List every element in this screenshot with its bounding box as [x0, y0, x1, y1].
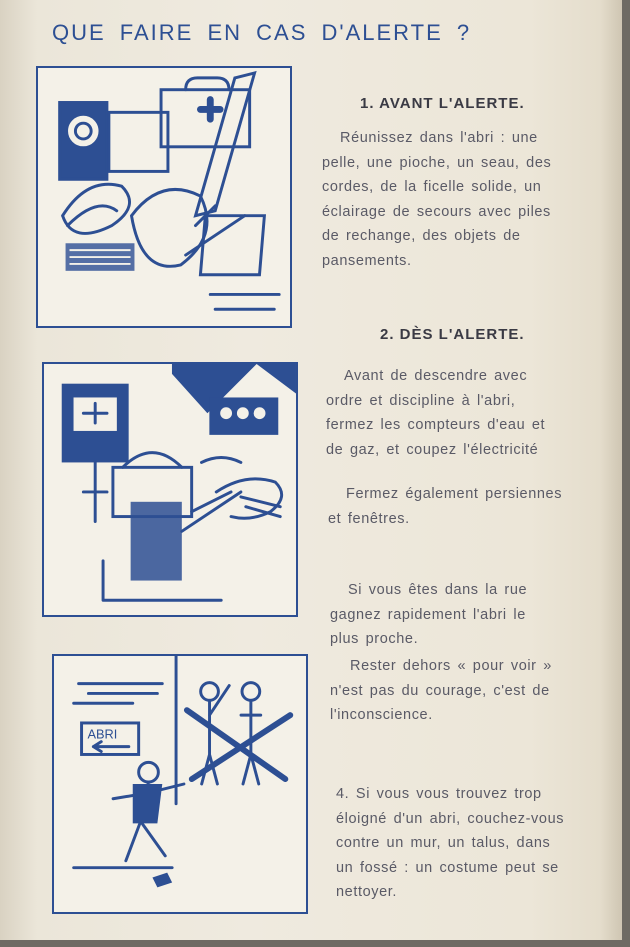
section1-text	[322, 126, 551, 273]
text-line: n'est pas du courage, c'est de	[330, 682, 550, 699]
text-line: de gaz, et coupez l'électricité	[326, 441, 539, 458]
section2-heading: 2. DÈS L'ALERTE.	[380, 326, 525, 343]
text-line: un fossé : un costume peut se	[336, 859, 559, 876]
text-line: Avant de descendre avec	[344, 368, 528, 384]
text-line: éloigné d'un abri, couchez-vous	[336, 810, 565, 827]
text-line: nettoyer.	[336, 884, 398, 900]
supplies-drawing	[38, 68, 290, 326]
illustration-street	[52, 654, 308, 914]
street-drawing	[54, 656, 306, 912]
page-title: QUE FAIRE EN CAS D'ALERTE ?	[52, 20, 472, 45]
text-line: de rechange, des objets de	[322, 228, 521, 244]
text-line: ordre et discipline à l'abri,	[326, 392, 516, 409]
section2-para3	[330, 578, 527, 652]
text-line: gagnez rapidement l'abri le	[330, 606, 526, 623]
text-line: Rester dehors « pour voir »	[350, 658, 552, 674]
text-line: Réunissez dans l'abri : une	[340, 130, 538, 146]
illustration-meters	[42, 362, 298, 617]
text-line: Si vous êtes dans la rue	[348, 582, 528, 598]
text-line: pelle, une pioche, un seau, des	[322, 154, 552, 171]
text-line: l'inconscience.	[330, 707, 433, 723]
section2-para1	[326, 364, 545, 462]
text-line: 4. Si vous vous trouvez trop	[336, 786, 542, 802]
text-line: plus proche.	[330, 631, 419, 647]
illustration-supplies	[36, 66, 292, 328]
meters-drawing	[44, 364, 296, 615]
abri-sign-text: ABRI	[87, 726, 118, 742]
text-line: et fenêtres.	[328, 510, 410, 527]
section1-heading: 1. AVANT L'ALERTE.	[360, 95, 525, 112]
text-line: fermez les compteurs d'eau et	[326, 417, 546, 433]
text-line: éclairage de secours avec piles	[322, 203, 551, 220]
text-line: cordes, de la ficelle solide, un	[322, 179, 542, 195]
section2-para2	[328, 482, 562, 531]
text-line: pansements.	[322, 252, 412, 269]
section4-text	[336, 782, 564, 905]
text-line: contre un mur, un talus, dans	[336, 835, 551, 851]
section2-para4	[330, 654, 552, 728]
text-line: Fermez également persiennes	[346, 486, 563, 502]
